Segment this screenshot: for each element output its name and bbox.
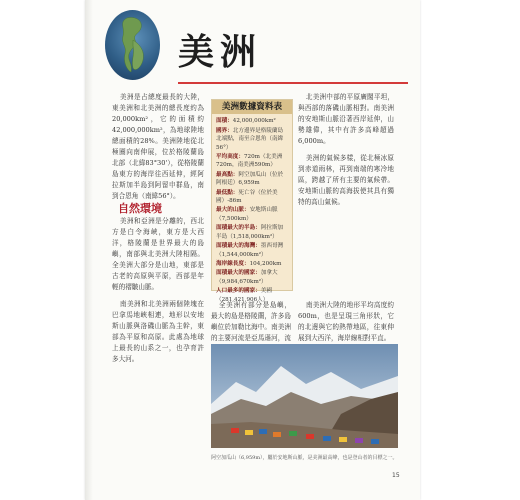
fact-key: 最大的山脈： bbox=[216, 207, 250, 214]
infobox-title: 美洲數據資料表 bbox=[212, 100, 292, 114]
fact-key: 國界： bbox=[216, 127, 233, 134]
fact-value: 阿拉斯加半島（1,518,000km²） bbox=[216, 225, 284, 240]
fact-key: 面積最大的半島： bbox=[216, 225, 261, 232]
fact-key: 面積最大的海灣： bbox=[216, 243, 261, 250]
fact-key: 面積最大的國家： bbox=[216, 270, 261, 277]
fact-value: 42,000,000km² bbox=[232, 118, 276, 125]
mountain-photo bbox=[211, 344, 398, 448]
fact-value: 安地斯山脈（7,500km） bbox=[216, 207, 278, 222]
data-infobox bbox=[211, 99, 293, 303]
section-column bbox=[112, 216, 204, 371]
page-number: 15 bbox=[392, 472, 400, 479]
fact-row bbox=[216, 224, 288, 241]
fact-key: 最低點： bbox=[216, 189, 239, 196]
section-paragraph: 美洲和亞洲是分離的，西北方是白令海峽，東方是大西洋，格陵蘭是世界最大的島嶼，南部與北美洲大陸相隔。全美洲大部分是山地，東部是古老的高原與平原，西部是年輕的褶皺山脈。 bbox=[112, 217, 204, 291]
fact-row bbox=[216, 269, 288, 286]
fact-value: 加拿大（9,984,670km²） bbox=[216, 270, 278, 285]
fact-row bbox=[216, 206, 288, 223]
fact-row bbox=[216, 127, 288, 152]
intro-column bbox=[112, 92, 204, 208]
fact-value: 北方邊界是格陵蘭島北端點，南至合恩角（南緯56°） bbox=[216, 127, 284, 151]
fact-value: 美國（281,421,906人） bbox=[216, 288, 272, 303]
fact-value: 104,200km bbox=[249, 260, 282, 267]
infobox-body bbox=[212, 114, 292, 308]
fact-value: 720m（北美洲720m，南美洲590m） bbox=[216, 154, 283, 169]
body-paragraph: 美洲的氣候多樣，從北極冰原到赤道雨林，再到南端的寒冷地區，跨越了所有主要的氣候帶。安地斯山脈的高海拔使其具有獨特的高山氣候。 bbox=[298, 154, 394, 206]
photo-caption: 阿空加瓜山（6,959m），屬於安地斯山脈，是美洲最高峰，也是登山者的目標之一。 bbox=[211, 455, 398, 461]
fact-key: 最高點： bbox=[216, 171, 239, 178]
intro-paragraph: 美洲是占總度最長的大陸，東美洲和北美洲的總長度約為20,000km²，它的面積約42,000,000km²，為地球陸地總面積的28%。美洲陸地從北極圈向南伸展，位於格陵蘭島北部（北緯83°30'），從格陵蘭島東方的海岸往西延伸，經阿拉斯加半島到阿留申群島，南到合恩角（南緯56°）。 bbox=[112, 93, 204, 200]
fact-row bbox=[216, 189, 288, 206]
fact-row bbox=[216, 171, 288, 188]
body-paragraph: 全美洲有部分是島嶼，最大的島是格陵蘭，許多島嶼位於加勒比海中。南美洲的主要河流是亞馬遜河，流 bbox=[211, 301, 291, 342]
page-spine bbox=[85, 0, 93, 500]
fact-value: 死亡谷（位於美國）-86m bbox=[216, 189, 278, 205]
fact-key: 人口最多的國家： bbox=[216, 288, 261, 295]
fact-row bbox=[216, 260, 288, 268]
globe-map-icon bbox=[105, 10, 160, 80]
section-paragraph: 南美洲和北美洲兩個陸塊在巴拿馬地峽相連，地形以安地斯山脈與洛磯山脈為主幹，東部為平原和高原。此處為地球上最長的山系之一，也孕育許多大河。 bbox=[112, 300, 204, 363]
body-paragraph: 北美洲中部的平原廣闊平坦，與西部的落磯山脈相對。南美洲的安地斯山脈沿著西岸延伸，山勢雄偉，其中有許多高峰超過6,000m。 bbox=[298, 93, 394, 145]
fact-value: 墨西哥灣（1,544,000km²） bbox=[216, 243, 284, 258]
fact-row bbox=[216, 242, 288, 259]
column-3 bbox=[298, 92, 394, 214]
column-3-bottom bbox=[298, 300, 394, 350]
body-paragraph: 南美洲大陸的地形平均高度約600m，也是呈現三角形狀，它的北邊與它的熱帶地區，往東伸展到大西洋，海岸線相對平直。 bbox=[298, 301, 394, 342]
fact-row bbox=[216, 117, 288, 125]
fact-row bbox=[216, 153, 288, 170]
fact-value: 阿空加瓜山（位於阿根廷）6,959m bbox=[216, 171, 284, 187]
fact-key: 平均高度： bbox=[216, 154, 244, 161]
page-title: 美洲 bbox=[178, 32, 263, 73]
section-heading: 自然環境 bbox=[118, 202, 162, 215]
fact-key: 面積： bbox=[216, 118, 233, 125]
fact-key: 海岸線長度： bbox=[216, 260, 250, 267]
title-divider bbox=[178, 82, 408, 84]
